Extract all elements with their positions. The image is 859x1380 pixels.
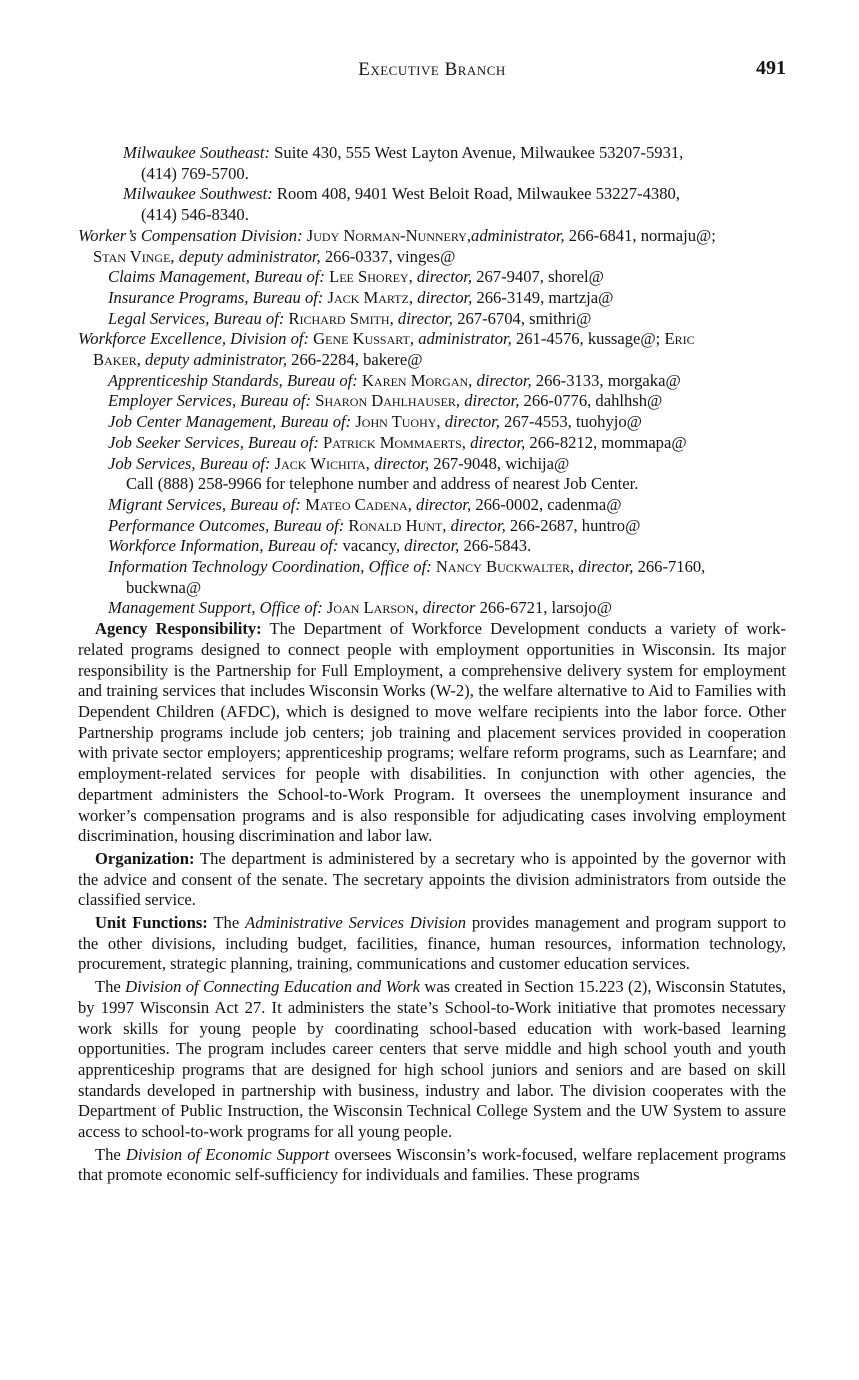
economic-support-paragraph <box>78 1145 786 1186</box>
bureau-title: director, <box>412 267 473 287</box>
bureau-unit: Claims Management, Bureau of: <box>108 267 325 287</box>
deputy-title: deputy administrator, <box>140 350 288 370</box>
bureau-unit: Job Services, Bureau of: <box>108 453 271 473</box>
paragraph-text-pre: The <box>95 977 126 997</box>
bureau-contact: 266-3133, morgaka@ <box>531 370 681 390</box>
office-phone: (414) 769-5700. <box>141 163 249 183</box>
bureau-contact: 267-9407, shorel@ <box>472 267 604 287</box>
office-phone: (414) 546-8340. <box>141 205 249 225</box>
bureau-contact: 266-0776, dahlhsh@ <box>519 391 663 411</box>
bureau-unit: Legal Services, Bureau of: <box>108 308 285 328</box>
bureau-entry <box>78 288 786 309</box>
bureau-director: John Tuohy, <box>351 412 441 432</box>
office-title: director <box>418 598 476 618</box>
page-number: 491 <box>756 57 786 79</box>
bureau-unit: Insurance Programs, Bureau of: <box>108 287 324 307</box>
paragraph-label: Agency Responsibility: <box>95 619 262 639</box>
bureau-title: director, <box>460 391 520 411</box>
office-address: Room 408, 9401 West Beloit Road, Milwaukee 53227-4380, <box>272 184 680 204</box>
office-director: Joan Larson, <box>322 598 419 618</box>
deputy-title: deputy administrator, <box>174 246 321 266</box>
bureau-contact: 266-0002, cadenma@ <box>471 494 622 514</box>
division-label: Workforce Excellence, Division of: <box>78 329 309 349</box>
bureau-unit: Migrant Services, Bureau of: <box>108 494 301 514</box>
bureau-entry <box>78 309 786 330</box>
bureau-contact: 267-9048, wichija@ <box>429 453 570 473</box>
page-content <box>78 143 786 1186</box>
paragraph-label: Unit Functions: <box>95 913 208 933</box>
office-email: buckwna@ <box>126 577 202 597</box>
organization-paragraph <box>78 849 786 911</box>
bureau-contact: 267-6704, smithri@ <box>453 308 592 328</box>
office-title: director, <box>574 557 634 577</box>
bureau-entry <box>78 516 786 537</box>
paragraph-text: oversees Wisconsin’s work-focused, welfare replacement programs that promote economic self-sufficiency for individuals and families. These programs <box>78 1144 786 1185</box>
paragraph-text-pre: The <box>207 913 246 933</box>
bureau-contact: 266-5843. <box>459 536 532 556</box>
deputy-name: Stan Vinge, <box>93 246 175 266</box>
division-name: Division of Connecting Education and Work <box>125 977 420 997</box>
connecting-education-paragraph <box>78 977 786 1143</box>
deputy-contact: 266-2284, bakere@ <box>287 350 423 370</box>
bureau-title: director, <box>465 432 526 452</box>
unit-functions-paragraph <box>78 913 786 975</box>
paragraph-text: The department is administered by a secretary who is appointed by the governor with the advice and consent of the senate. The secretary appoints the division administrators from outside the classified service. <box>78 848 786 910</box>
bureau-director: Ronald Hunt, <box>344 515 447 535</box>
deputy-contact: 266-0337, vinges@ <box>320 246 456 266</box>
bureau-director: Richard Smith, <box>284 308 394 328</box>
bureau-title: director, <box>446 515 506 535</box>
division-head-title: administrator, <box>414 329 512 349</box>
bureau-director: Lee Shorey, <box>324 267 413 287</box>
bureau-unit: Job Center Management, Bureau of: <box>108 412 352 432</box>
agency-responsibility-paragraph <box>78 619 786 847</box>
bureau-director: Jack Martz, <box>323 287 413 307</box>
office-entry-mgmt <box>78 598 786 619</box>
office-contact: 266-6721, larsojo@ <box>475 598 612 618</box>
bureau-entry <box>78 391 786 412</box>
paragraph-text-pre: The <box>95 1144 126 1164</box>
bureau-title: director, <box>393 308 454 328</box>
division-deputy <box>78 247 786 268</box>
bureau-director: Mateo Cadena, <box>300 494 412 514</box>
bureau-contact: 266-2687, huntro@ <box>505 515 641 535</box>
office-contact: 266-7160, <box>633 557 706 577</box>
division-heading-we <box>78 329 786 350</box>
division-head-contact: 266-6841, normaju@; <box>564 225 716 245</box>
bureau-unit: Apprenticeship Standards, Bureau of: <box>108 370 358 390</box>
bureau-entry <box>78 495 786 516</box>
office-entry <box>78 143 786 164</box>
office-entry-it <box>78 557 786 578</box>
bureau-entry <box>78 371 786 392</box>
bureau-contact: 266-8212, mommapa@ <box>525 432 687 452</box>
paragraph-text: The Department of Workforce Development conducts a variety of work-related programs designed to connect people with employment opportunities in Wisconsin. Its major responsibility is the Partnership for Full Employment, a comprehensive delivery system for employment and training services that includes Wisconsin Works (W-2), the welfare alternative to Aid to Families with Dependent Children (AFDC), which is designed to move welfare recipients into the labor force. Other Partnership programs include job centers; job training and placement services provided in cooperation with private sector employers; apprenticeship programs; welfare reform programs, such as Learnfare; and employment-related services for people with disabilities. In conjunction with other agencies, the department administers the School-to-Work Program. It oversees the unemployment insurance and worker’s compensation programs and is also responsible for adjudicating cases involving employment discrimination, housing discrimination and labor law. <box>78 619 786 846</box>
office-unit: Management Support, Office of: <box>108 598 323 618</box>
office-address: Suite 430, 555 West Layton Avenue, Milwaukee 53207-5931, <box>270 143 684 162</box>
division-label: Worker’s Compensation Division: <box>78 225 303 245</box>
paragraph-text: was created in Section 15.223 (2), Wisconsin Statutes, by 1997 Wisconsin Act 27. It administers the state’s School-to-Work initiative that promotes necessary work skills for young people by coordinating school-based education with work-based learning opportunities. The program includes career centers that serve middle and high school youth and youth apprenticeship programs that are designed for high school juniors and seniors and are based on skill standards developed in partnership with business, industry and labor. The division cooperates with the Department of Public Instruction, the Wisconsin Technical College System and the UW System to assure access to school-to-work programs for all young people. <box>78 977 786 1142</box>
office-entry <box>78 184 786 205</box>
bureau-unit: Job Seeker Services, Bureau of: <box>108 432 319 452</box>
division-heading-wc <box>78 226 786 247</box>
bureau-unit: Workforce Information, Bureau of: <box>108 536 339 556</box>
bureau-title: director, <box>413 287 473 307</box>
deputy-first-name: Eric <box>664 329 695 349</box>
bureau-director: Patrick Mommaerts, <box>318 432 466 452</box>
bureau-title: director, <box>411 494 472 514</box>
division-name: Administrative Services Division <box>245 913 467 933</box>
division-name: Division of Economic Support <box>125 1144 330 1164</box>
bureau-title: director, <box>369 453 430 473</box>
bureau-entry <box>78 433 786 454</box>
division-head-name: Gene Kussart, <box>309 329 415 349</box>
bureau-director: vacancy, <box>338 536 401 556</box>
bureau-title: director, <box>472 370 532 390</box>
bureau-entry <box>78 412 786 433</box>
division-head-name: Judy Norman-Nunnery, <box>302 225 472 245</box>
bureau-entry <box>78 454 786 475</box>
running-header-title: Executive Branch <box>358 59 506 80</box>
deputy-last-name: Baker, <box>93 350 141 370</box>
bureau-director: Karen Morgan, <box>357 370 473 390</box>
division-deputy <box>78 350 786 371</box>
paragraph-label: Organization: <box>95 848 195 868</box>
paragraph-text: provides management and program support to the other divisions, including budget, facilities, finance, human resources, information technology, procurement, strategic planning, training, communications and customer education services. <box>78 913 786 974</box>
bureau-contact: 267-4553, tuohyjo@ <box>499 412 642 432</box>
bureau-director: Sharon Dahlhauser, <box>311 391 461 411</box>
bureau-entry <box>78 536 786 557</box>
bureau-title: director, <box>440 412 500 432</box>
division-head-title: administrator, <box>471 225 565 245</box>
bureau-contact: 266-3149, martzja@ <box>472 287 614 307</box>
bureau-entry <box>78 267 786 288</box>
office-director: Nancy Buckwalter, <box>431 557 575 577</box>
bureau-director: Jack Wichita, <box>270 453 370 473</box>
bureau-unit: Employer Services, Bureau of: <box>108 391 312 411</box>
division-head-contact: 261-4576, kussage@; <box>511 329 665 349</box>
office-name: Milwaukee Southwest: <box>123 184 273 204</box>
office-unit: Information Technology Coordination, Office of: <box>108 557 432 577</box>
bureau-unit: Performance Outcomes, Bureau of: <box>108 515 345 535</box>
job-center-note: Call (888) 258-9966 for telephone number and address of nearest Job Center. <box>126 474 639 494</box>
bureau-title: director, <box>400 536 460 556</box>
office-name: Milwaukee Southeast: <box>123 143 271 162</box>
